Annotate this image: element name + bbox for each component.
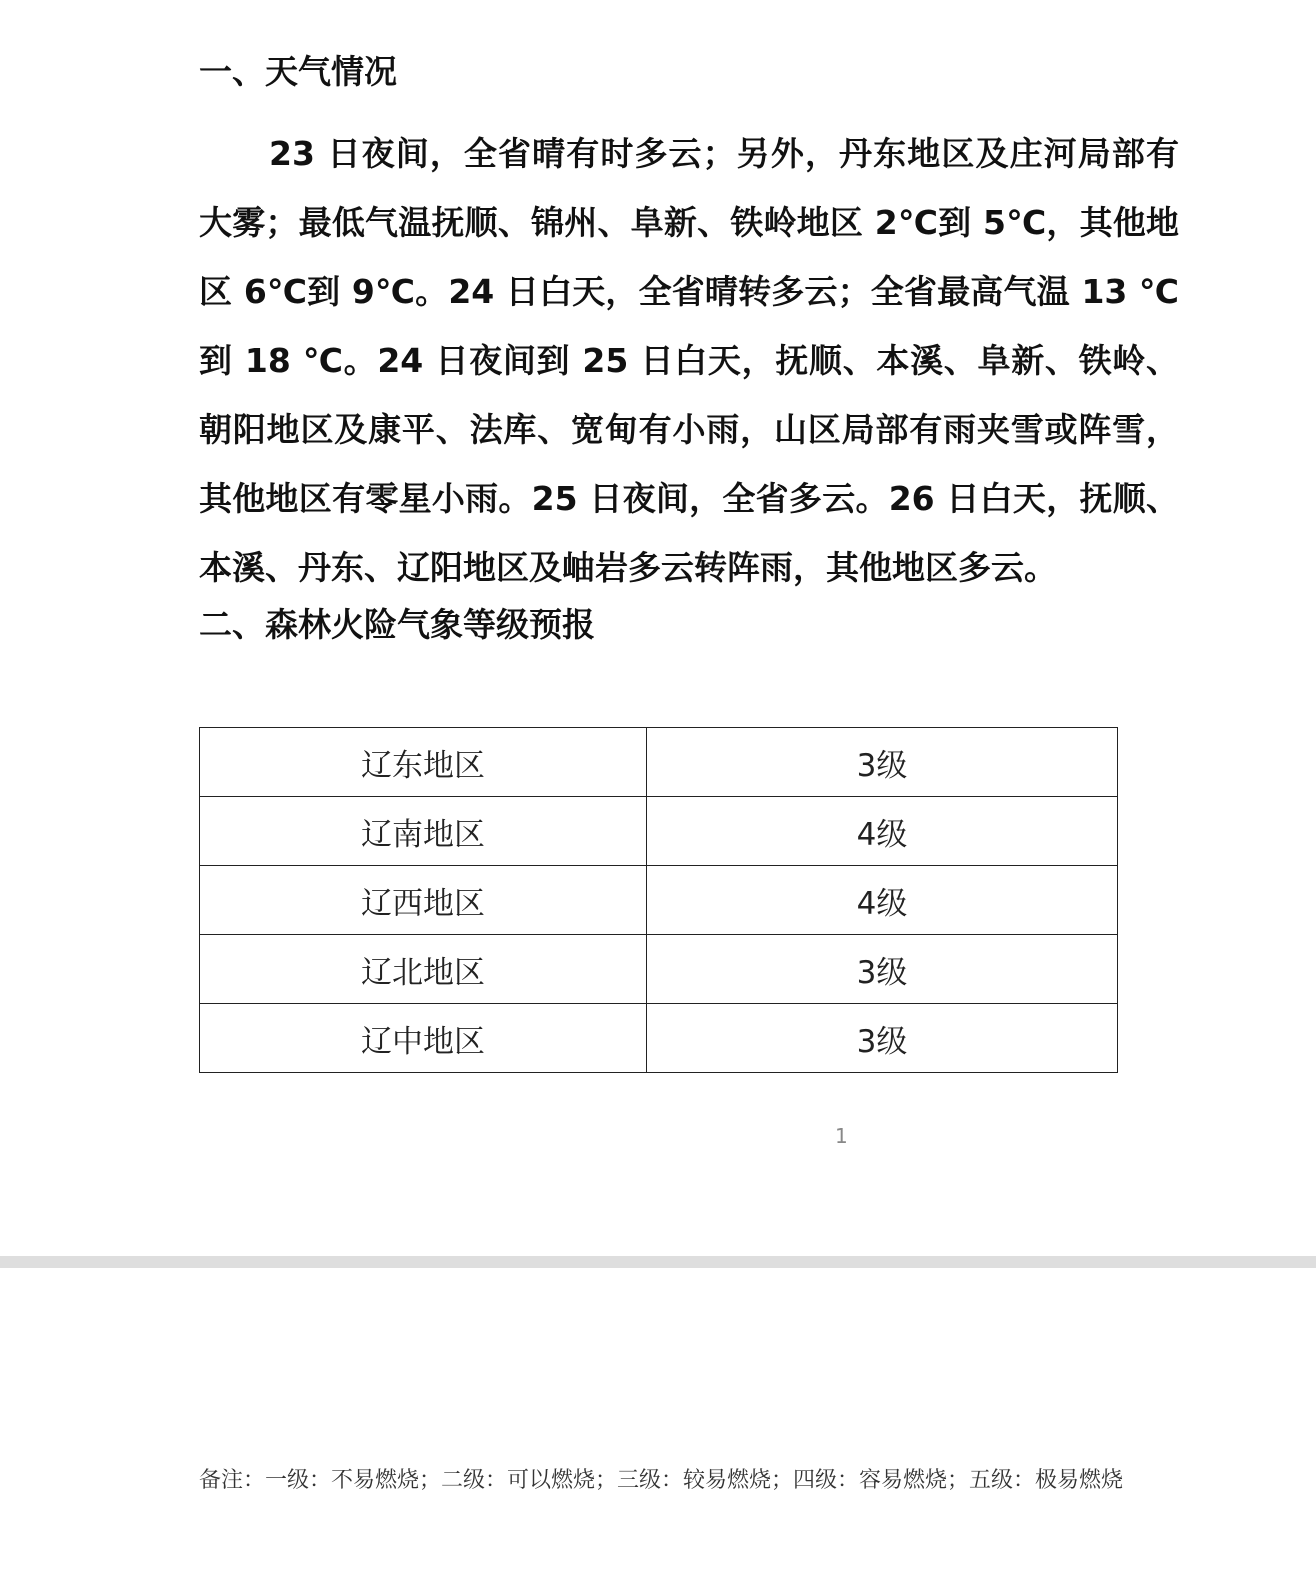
level-cell: 3级 [647, 1004, 1118, 1073]
region-cell: 辽中地区 [200, 1004, 647, 1073]
table-row [200, 728, 1118, 797]
page-separator [0, 1256, 1316, 1268]
page-number: 1 [835, 1124, 848, 1148]
level-cell: 4级 [647, 866, 1118, 935]
level-cell: 4级 [647, 797, 1118, 866]
level-cell: 3级 [647, 728, 1118, 797]
weather-paragraph: 23 日夜间，全省晴有时多云；另外，丹东地区及庄河局部有大雾；最低气温抚顺、锦州、阜新、铁岭地区 2℃到 5℃，其他地区 6℃到 9℃。24 日白天，全省晴转多云；全省最高气温 13 ℃到 18 ℃。24 日夜间到 25 日白天，抚顺、本溪、阜新、铁岭、朝阳地区及康平、法库、宽甸有小雨，山区局部有雨夹雪或阵雪，其他地区有零星小雨。25 日夜间，全省多云。26 日白天，抚顺、本溪、丹东、辽阳地区及岫岩多云转阵雨，其他地区多云。 [199, 134, 1179, 587]
region-cell: 辽西地区 [200, 866, 647, 935]
region-cell: 辽东地区 [200, 728, 647, 797]
region-cell: 辽北地区 [200, 935, 647, 1004]
fire-risk-table [199, 727, 1118, 1073]
table-row [200, 935, 1118, 1004]
table-row [200, 1004, 1118, 1073]
region-cell: 辽南地区 [200, 797, 647, 866]
section-heading-weather: 一、天气情况 [199, 52, 397, 91]
section-heading-fire-risk: 二、森林火险气象等级预报 [199, 605, 595, 644]
table-row [200, 866, 1118, 935]
footnote: 备注：一级：不易燃烧；二级：可以燃烧；三级：较易燃烧；四级：容易燃烧；五级：极易燃烧 [199, 1468, 1124, 1493]
level-cell: 3级 [647, 935, 1118, 1004]
table-row [200, 797, 1118, 866]
